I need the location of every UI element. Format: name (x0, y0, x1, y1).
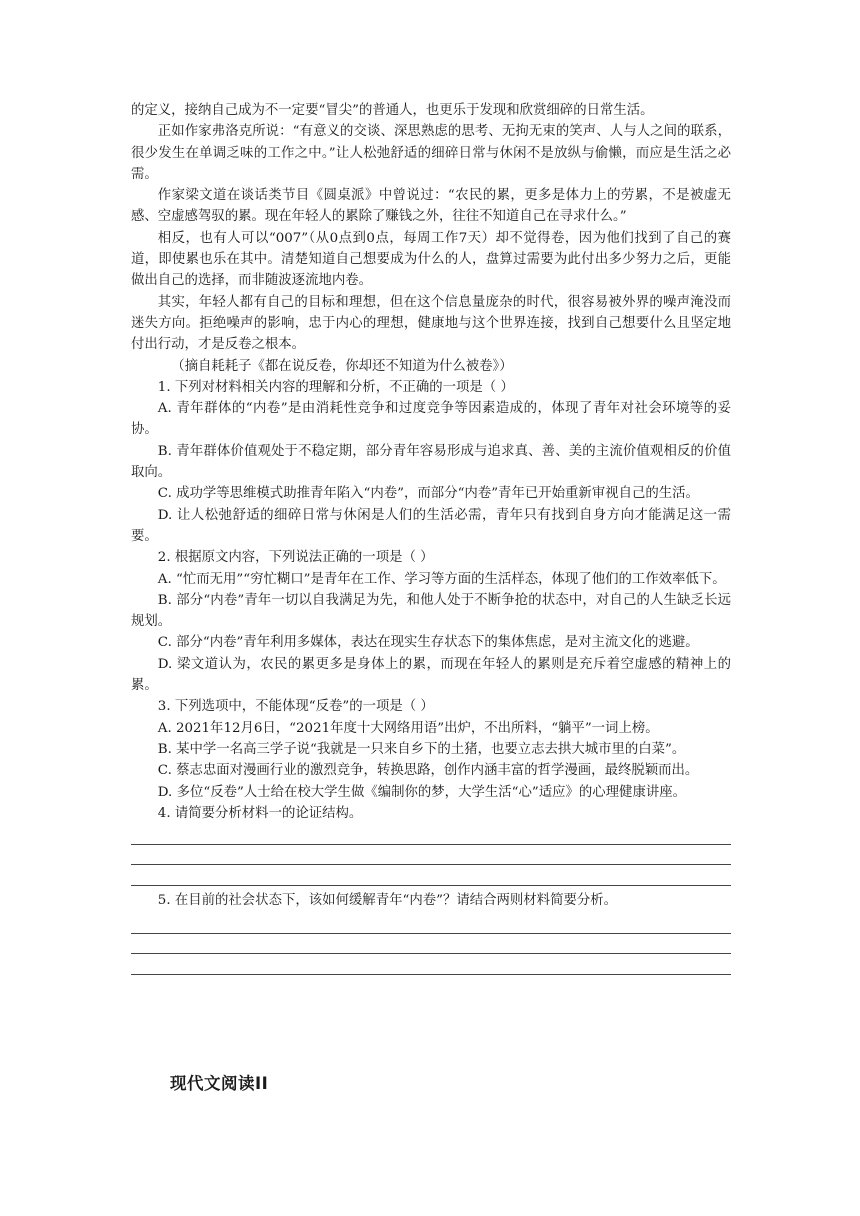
question-5-stem: 5. 在目前的社会状态下，该如何缓解青年“内卷”？请结合两则材料简要分析。 (157, 892, 618, 908)
question-5-answer-area[interactable] (131, 913, 731, 975)
paragraph-5: 其实，年轻人都有自己的目标和理想，但在这个信息量庞杂的时代，很容易被外界的噪声淹没而迷失方向。拒绝噪声的影响，忠于内心的理想，健康地与这个世界连接，找到自己想要什么且坚定地付出行动，才是反卷之根本。 (131, 294, 731, 353)
question-2-option-b: B. 部分“内卷”青年一切以自我满足为先，和他人处于不断争抢的状态中，对自己的人生缺乏长远规划。 (131, 592, 731, 630)
answer-line[interactable] (131, 934, 731, 955)
answer-line[interactable] (131, 845, 731, 866)
question-3-option-d: D. 多位“反卷”人士给在校大学生做《编制你的梦，大学生活“心”适应》的心理健康讲座。 (157, 784, 687, 800)
question-1-option-a: A. 青年群体的“内卷”是由消耗性竞争和过度竞争等因素造成的，体现了青年对社会环境等的妥协。 (131, 401, 731, 438)
question-2-option-c: C. 部分“内卷”青年利用多媒体，表达在现实生存状态下的集体焦虑，是对主流文化的逃避。 (157, 635, 699, 651)
paragraph-2: 正如作家弗洛克所说：“有意义的交谈、深思熟虑的思考、无拘无束的笑声、人与人之间的联系，很少发生在单调乏味的工作之中。”让人松弛舒适的细碎日常与休闲不是放纵与偷懒，而应是生活之必需。 (131, 124, 731, 182)
document-body (131, 100, 731, 975)
question-1-option-d: D. 让人松弛舒适的细碎日常与休闲是人们的生活必需，青年只有找到自身方向才能满足这一需要。 (131, 507, 731, 544)
question-4-stem: 4. 请简要分析材料一的论证结构。 (157, 805, 363, 821)
question-1-option-c: C. 成功学等思维模式助推青年陷入“内卷”，而部分“内卷”青年已开始重新审视自己的生活。 (157, 486, 699, 502)
paragraph-1: 的定义，接纳自己成为不一定要“冒尖”的普通人，也更乐于发现和欣赏细碎的日常生活。 (131, 103, 654, 118)
question-2-stem: 2. 根据原文内容，下列说法正确的一项是（ ） (157, 550, 434, 566)
question-3-option-a: A. 2021年12月6日，“2021年度十大网络用语”出炉，不出所料，“躺平”一词上榜。 (157, 720, 659, 736)
answer-line[interactable] (131, 954, 731, 975)
question-1-option-b: B. 青年群体价值观处于不稳定期，部分青年容易形成与追求真、善、美的主流价值观相反的价值取向。 (131, 443, 731, 481)
paragraph-3: 作家梁文道在谈话类节目《圆桌派》中曾说过：“农民的累，更多是体力上的劳累，不是被虚无感、空虚感驾驭的累。现在年轻人的累除了赚钱之外，往往不知道自己在寻求什么。” (131, 188, 731, 225)
section-heading: 现代文阅读II (170, 1074, 269, 1093)
source-citation: （摘自耗耗子《都在说反卷，你却还不知道为什么被卷》） (171, 358, 513, 374)
question-2-option-a: A. “忙而无用”“穷忙糊口”是青年在工作、学习等方面的生活样态，体现了他们的工作效率低下。 (157, 571, 726, 587)
question-3-option-c: C. 蔡志忠面对漫画行业的激烈竞争，转换思路，创作内涵丰富的哲学漫画，最终脱颖而出。 (157, 763, 699, 779)
question-4-answer-area[interactable] (131, 824, 731, 886)
question-2-option-d: D. 梁文道认为，农民的累更多是身体上的累，而现在年轻人的累则是充斥着空虚感的精神上的累。 (131, 656, 731, 694)
answer-line[interactable] (131, 865, 731, 886)
paragraph-4: 相反，也有人可以“007”（从0点到0点，每周工作7天）却不觉得卷，因为他们找到了自己的赛道，即使累也乐在其中。清楚知道自己想要成为什么的人，盘算过需要为此付出多少努力之后，更能做出自己的选择，而非随波逐流地内卷。 (131, 230, 731, 289)
answer-line[interactable] (131, 913, 731, 934)
question-3-stem: 3. 下列选项中，不能体现“反卷”的一项是（ ） (157, 699, 434, 715)
question-3-option-b: B. 某中学一名高三学子说“我就是一只来自乡下的土猪，也要立志去拱大城市里的白菜”。 (157, 741, 686, 757)
question-1-stem: 1. 下列对材料相关内容的理解和分析，不正确的一项是（ ） (157, 379, 514, 395)
answer-line[interactable] (131, 824, 731, 845)
